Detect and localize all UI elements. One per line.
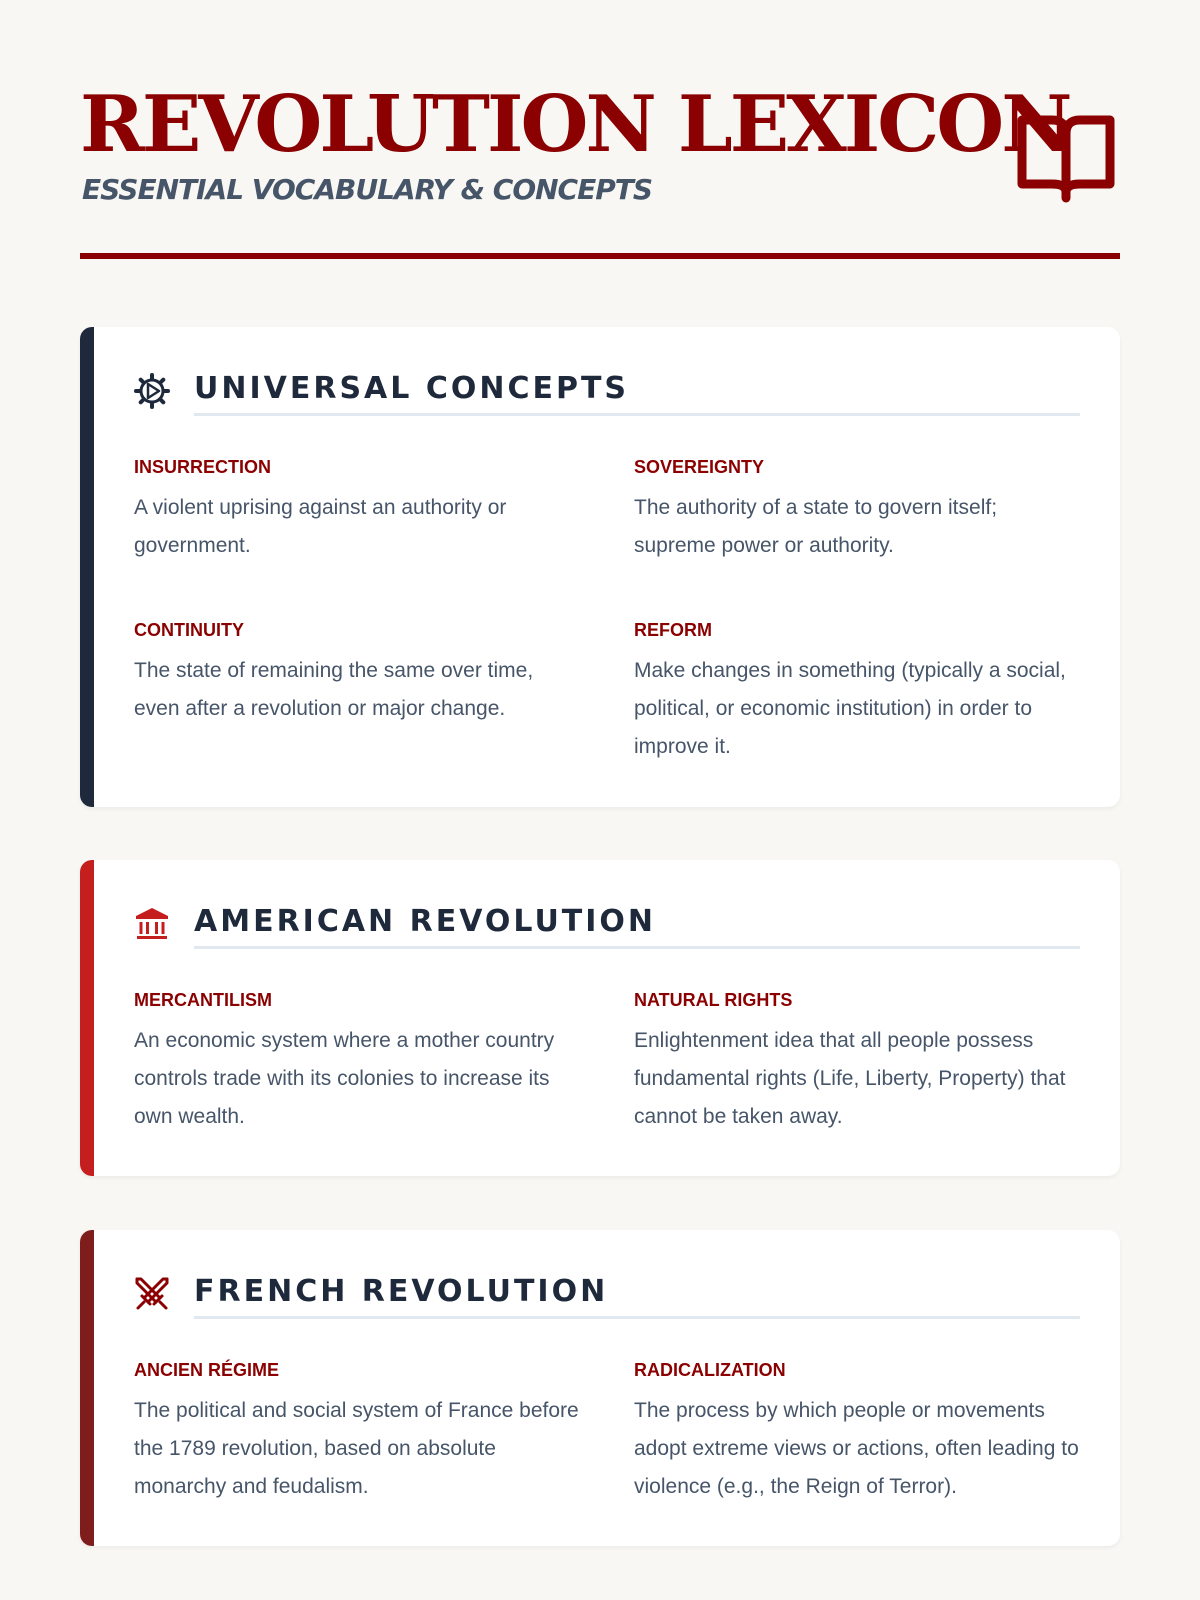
- section-header: [134, 1270, 1080, 1318]
- term-name: SOVEREIGNTY: [634, 457, 765, 477]
- term-definition: The process by which people or movements adopt extreme views or actions, often leading to violence (e.g., the Reign of Terror).: [634, 1399, 1079, 1498]
- section-header: [134, 367, 1080, 415]
- section-title-underline: [194, 946, 1080, 949]
- section-title: FRENCH REVOLUTION: [194, 1274, 609, 1309]
- header-divider: [80, 253, 1120, 259]
- section-title-underline: [194, 413, 1080, 416]
- open-book-icon: [1016, 112, 1116, 204]
- term-entry: [134, 1358, 584, 1506]
- term-entry: [634, 988, 1084, 1136]
- section-title-underline: [194, 1316, 1080, 1319]
- page-header: [80, 80, 1120, 260]
- section-american-revolution: [80, 860, 1120, 1176]
- term-definition: Make changes in something (typically a social, political, or economic institution) in order to improve it.: [634, 659, 1066, 758]
- term-entry: [634, 455, 1084, 565]
- section-french-revolution: [80, 1230, 1120, 1546]
- term-definition: The political and social system of France before the 1789 revolution, based on absolute monarchy and feudalism.: [134, 1399, 579, 1498]
- term-name: CONTINUITY: [134, 620, 244, 640]
- section-universal-concepts: [80, 327, 1120, 807]
- section-stripe: [80, 327, 94, 807]
- term-entry: [134, 988, 584, 1136]
- term-entry: [634, 618, 1084, 766]
- gear-icon: [134, 373, 170, 409]
- page-subtitle: ESSENTIAL VOCABULARY & CONCEPTS: [82, 173, 653, 206]
- term-entry: [634, 1358, 1084, 1506]
- section-stripe: [80, 1230, 94, 1546]
- term-definition: Enlightenment idea that all people possess fundamental rights (Life, Liberty, Property) that cannot be taken away.: [634, 1029, 1066, 1128]
- term-definition: An economic system where a mother country controls trade with its colonies to increase its own wealth.: [134, 1029, 555, 1128]
- crossed-swords-icon: [134, 1276, 170, 1312]
- page-title: REVOLUTION LEXICON: [80, 79, 1070, 170]
- term-name: RADICALIZATION: [634, 1360, 786, 1380]
- term-definition: The authority of a state to govern itself; supreme power or authority.: [634, 496, 998, 557]
- term-definition: A violent uprising against an authority or government.: [134, 496, 507, 557]
- term-definition: The state of remaining the same over time, even after a revolution or major change.: [134, 659, 534, 720]
- term-entry: [134, 455, 584, 565]
- section-title: UNIVERSAL CONCEPTS: [194, 371, 630, 406]
- section-header: [134, 900, 1080, 948]
- term-name: REFORM: [634, 620, 712, 640]
- section-title: AMERICAN REVOLUTION: [194, 904, 657, 939]
- term-name: NATURAL RIGHTS: [634, 990, 793, 1010]
- term-name: INSURRECTION: [134, 457, 272, 477]
- term-entry: [134, 618, 584, 728]
- term-name: ANCIEN RÉGIME: [134, 1360, 280, 1380]
- section-stripe: [80, 860, 94, 1176]
- term-name: MERCANTILISM: [134, 990, 272, 1010]
- landmark-icon: [134, 906, 170, 942]
